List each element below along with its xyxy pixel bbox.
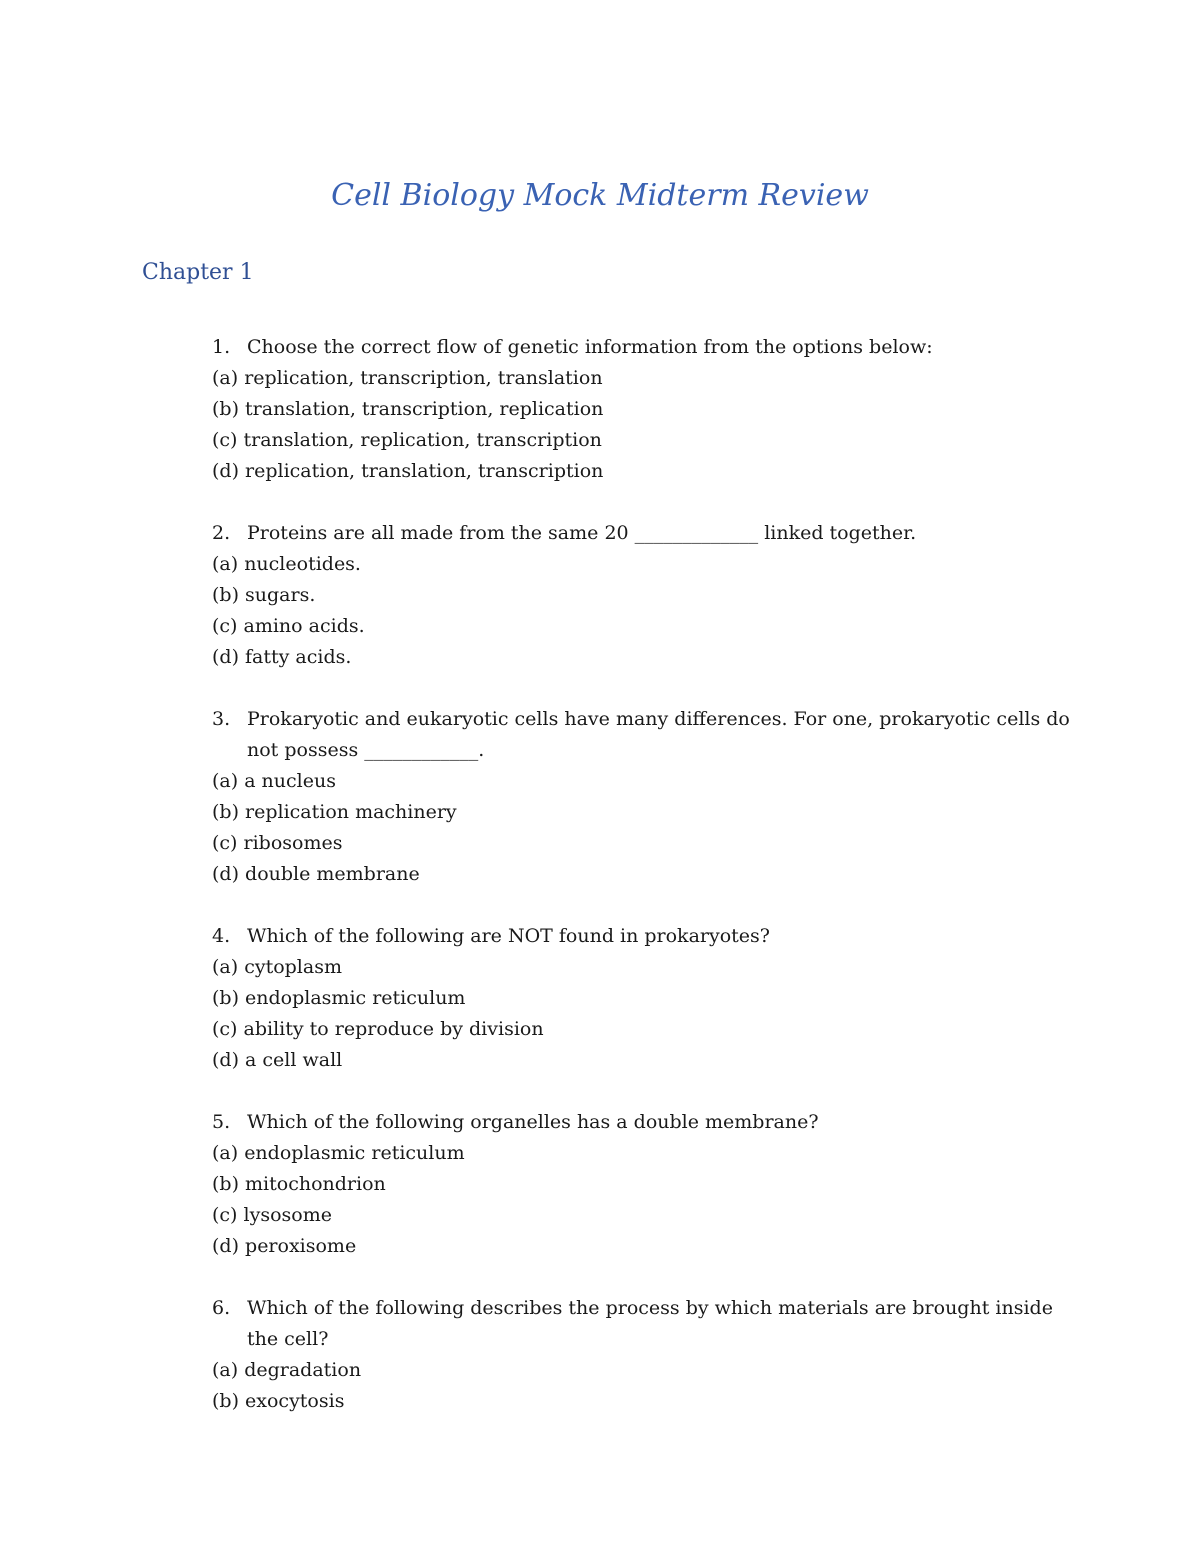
option-list	[212, 1355, 1072, 1417]
option-d: (d) a cell wall	[212, 1049, 343, 1071]
question-stem	[212, 518, 1072, 549]
option-a: (a) endoplasmic reticulum	[212, 1142, 465, 1164]
question-text: Prokaryotic and eukaryotic cells have many differences. For one, prokaryotic cells do not possess ____________.	[247, 708, 1070, 761]
question-number: 5.	[212, 1111, 231, 1133]
question-1	[212, 332, 1072, 487]
question-4	[212, 921, 1072, 1076]
question-5	[212, 1107, 1072, 1262]
chapter-heading: Chapter 1	[142, 260, 254, 285]
question-stem	[212, 1107, 1072, 1138]
question-stem	[212, 704, 1072, 766]
option-c: (c) ribosomes	[212, 832, 343, 854]
option-b: (b) exocytosis	[212, 1390, 345, 1412]
question-stem	[212, 332, 1072, 363]
question-6	[212, 1293, 1072, 1417]
option-list	[212, 952, 1072, 1076]
question-number: 2.	[212, 522, 231, 544]
option-a: (a) a nucleus	[212, 770, 336, 792]
question-number: 6.	[212, 1297, 231, 1319]
option-c: (c) ability to reproduce by division	[212, 1018, 544, 1040]
option-b: (b) translation, transcription, replication	[212, 398, 604, 420]
option-c: (c) lysosome	[212, 1204, 332, 1226]
option-d: (d) fatty acids.	[212, 646, 352, 668]
option-list	[212, 766, 1072, 890]
option-a: (a) cytoplasm	[212, 956, 342, 978]
question-text: Which of the following are NOT found in prokaryotes?	[247, 925, 770, 947]
option-d: (d) double membrane	[212, 863, 420, 885]
question-stem	[212, 1293, 1072, 1355]
question-text: Which of the following organelles has a double membrane?	[247, 1111, 819, 1133]
question-list	[212, 332, 1072, 1448]
option-c: (c) translation, replication, transcription	[212, 429, 602, 451]
option-c: (c) amino acids.	[212, 615, 365, 637]
option-b: (b) mitochondrion	[212, 1173, 386, 1195]
question-text: Proteins are all made from the same 20 _____________ linked together.	[247, 522, 917, 544]
option-b: (b) endoplasmic reticulum	[212, 987, 466, 1009]
question-number: 4.	[212, 925, 231, 947]
option-d: (d) replication, translation, transcription	[212, 460, 604, 482]
option-list	[212, 549, 1072, 673]
option-a: (a) degradation	[212, 1359, 362, 1381]
question-text: Choose the correct flow of genetic information from the options below:	[247, 336, 933, 358]
option-d: (d) peroxisome	[212, 1235, 357, 1257]
option-a: (a) nucleotides.	[212, 553, 361, 575]
option-a: (a) replication, transcription, translation	[212, 367, 603, 389]
option-b: (b) sugars.	[212, 584, 316, 606]
question-text: Which of the following describes the process by which materials are brought inside the cell?	[247, 1297, 1053, 1350]
document-title: Cell Biology Mock Midterm Review	[331, 178, 869, 213]
question-number: 1.	[212, 336, 231, 358]
question-3	[212, 704, 1072, 890]
option-b: (b) replication machinery	[212, 801, 457, 823]
question-number: 3.	[212, 708, 231, 730]
question-2	[212, 518, 1072, 673]
question-stem	[212, 921, 1072, 952]
option-list	[212, 1138, 1072, 1262]
option-list	[212, 363, 1072, 487]
